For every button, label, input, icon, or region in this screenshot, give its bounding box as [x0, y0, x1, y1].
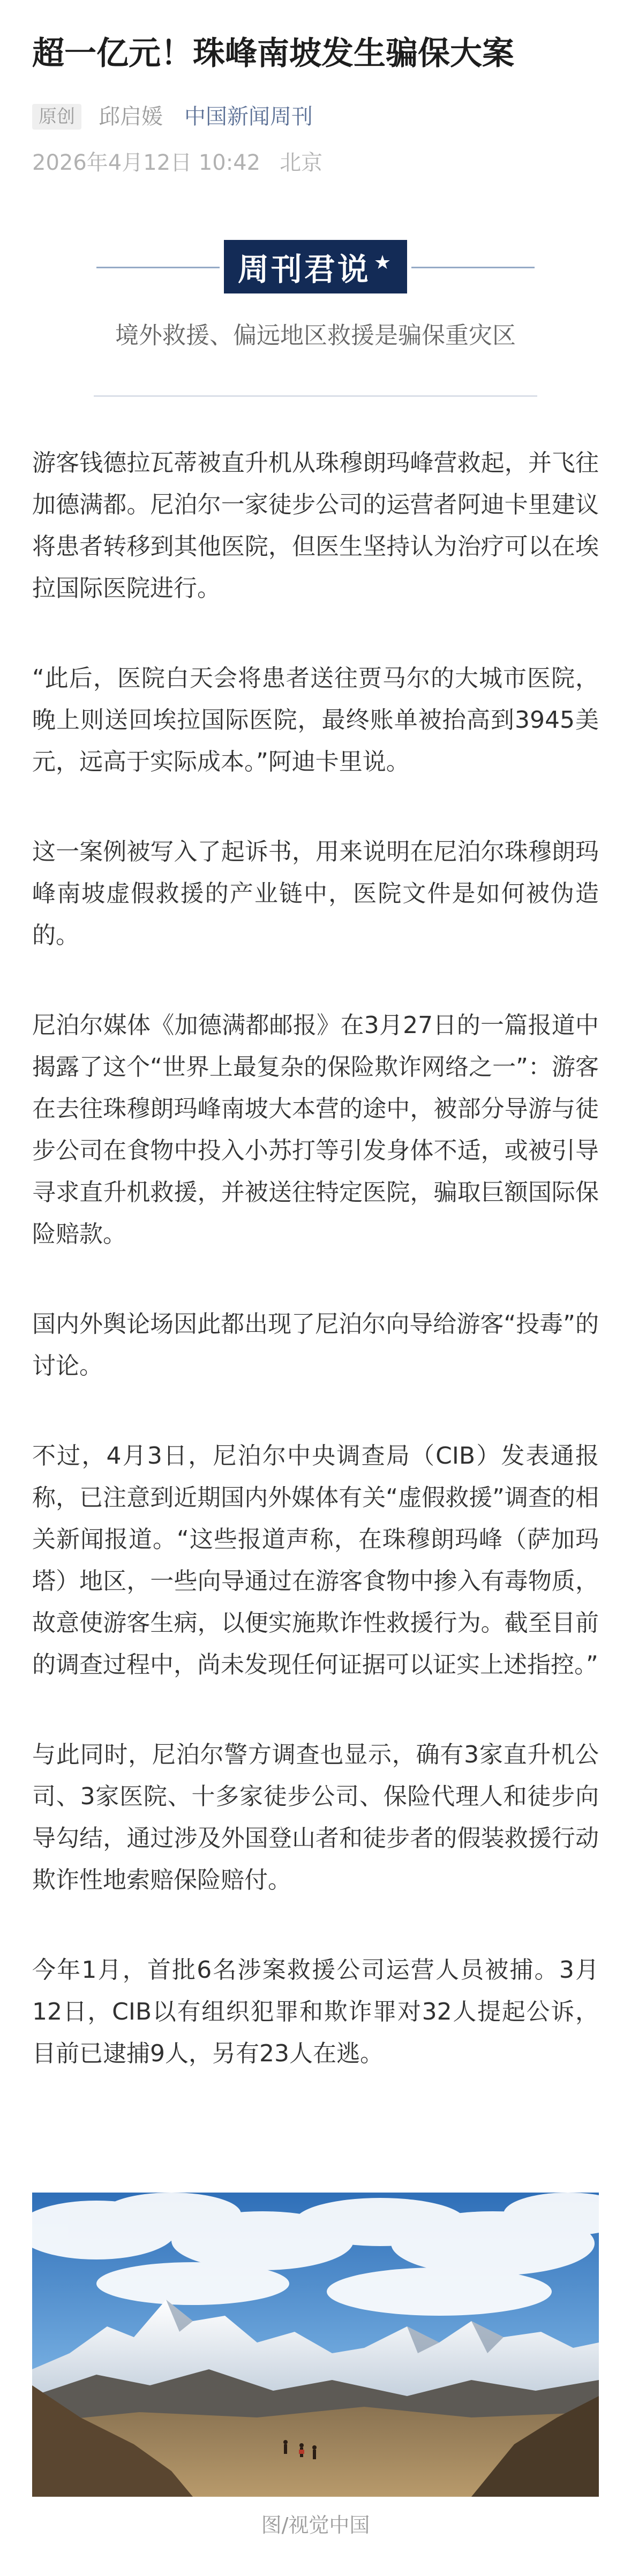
publish-location: 北京 — [280, 150, 323, 175]
column-label: 周刊君说 — [237, 251, 371, 288]
paragraph: 国内外舆论场因此都出现了尼泊尔向导给游客“投毒”的讨论。 — [32, 1310, 599, 1380]
paragraph: 尼泊尔媒体《加德满都邮报》在3月27日的一篇报道中揭露了这个“世界上最复杂的保险欺诈网络之一”：游客在去往珠穆朗玛峰南坡大本营的途中，被部分导游与徒步公司在食物中投入小苏打等引发身体不适，或被引导寻求直升机救援，并被送往特定医院，骗取巨额国际保险赔款。 — [32, 1012, 599, 1248]
divider-line — [411, 267, 535, 268]
photo-caption: 图/视觉中国 — [261, 2513, 370, 2537]
source-account-link[interactable]: 中国新闻周刊 — [184, 104, 313, 129]
subtitle-divider — [94, 395, 537, 397]
column-subtitle: 境外救援、偏远地区救援是骗保重灾区 — [115, 322, 516, 349]
publish-info — [32, 149, 322, 177]
column-label-box — [224, 240, 407, 293]
paragraph: 游客钱德拉瓦蒂被直升机从珠穆朗玛峰营救起，并飞往加德满都。尼泊尔一家徒步公司的运营者阿迪卡里建议将患者转移到其他医院，但医生坚持认为治疗可以在埃拉国际医院进行。 — [32, 449, 599, 602]
paragraph: 这一案例被写入了起诉书，用来说明在尼泊尔珠穆朗玛峰南坡虚假救援的产业链中，医院文件是如何被伪造的。 — [32, 838, 599, 949]
paragraph: 不过，4月3日，尼泊尔中央调查局（CIB）发表通报称，已注意到近期国内外媒体有关“虚假救援”调查的相关新闻报道。“这些报道声称，在珠穆朗玛峰（萨加玛塔）地区，一些向导通过在游客食物中掺入有毒物质，故意使游客生病，以便实施欺诈性救援行为。截至目前的调查过程中，尚未发现任何证据可以证实上述指控。” — [32, 1442, 599, 1678]
star-icon: ★ — [373, 251, 394, 274]
paragraph: 今年1月，首批6名涉案救援公司运营人员被捕。3月12日，CIB以有组织犯罪和欺诈罪对32人提起公诉，目前已逮捕9人，另有23人在逃。 — [32, 1956, 599, 2067]
paragraph: “此后，医院白天会将患者送往贾马尔的大城市医院，晚上则送回埃拉国际医院，最终账单被抬高到3945美元，远高于实际成本。”阿迪卡里说。 — [32, 665, 599, 775]
article-meta — [32, 103, 313, 131]
everest-landscape-image — [32, 2193, 599, 2497]
mountain-photo[interactable] — [32, 2193, 599, 2497]
divider-line — [96, 267, 220, 268]
publish-date: 2026年4月12日 10:42 — [32, 150, 261, 175]
author-name[interactable]: 邱启媛 — [99, 104, 163, 129]
article-body — [32, 442, 599, 2123]
article-title: 超一亿元！珠峰南坡发生骗保大案 — [32, 35, 514, 72]
paragraph: 与此同时，尼泊尔警方调查也显示，确有3家直升机公司、3家医院、十多家徒步公司、保险代理人和徒步向导勾结，通过涉及外国登山者和徒步者的假装救援行动欺诈性地索赔保险赔付。 — [32, 1741, 599, 1894]
column-header — [96, 240, 535, 293]
original-badge: 原创 — [32, 104, 81, 130]
